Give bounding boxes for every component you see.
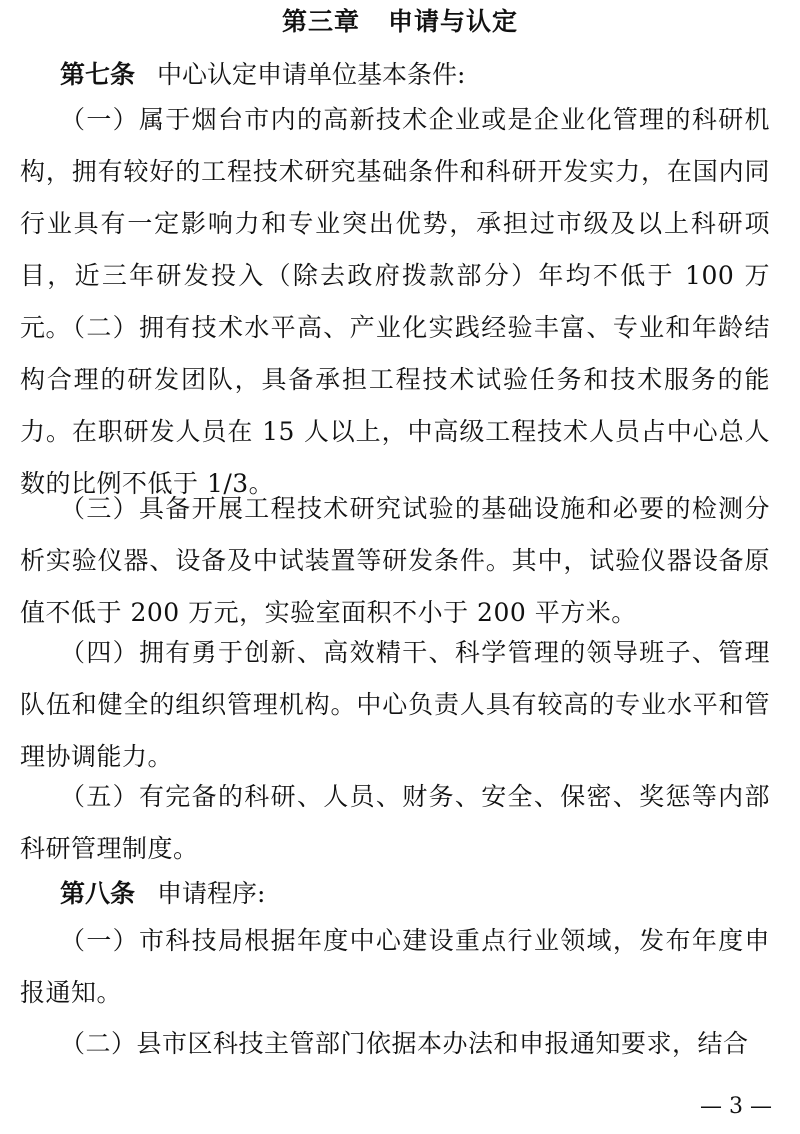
article-7-item-3: （三）具备开展工程技术研究试验的基础设施和必要的检测分析实验仪器、设备及中试装置等研发条件。其中，试验仪器设备原值不低于 200 万元，实验室面积不小于 200 平方米。 [20, 494, 770, 627]
chapter-number: 第三章 [281, 7, 360, 36]
article-7-heading [60, 57, 465, 93]
article-8-title: 申请程序: [157, 879, 266, 908]
article-8-item-1: （一）市科技局根据年度中心建设重点行业领域，发布年度申报通知。 [20, 926, 770, 1007]
article-7-item-4: （四）拥有勇于创新、高效精干、科学管理的领导班子、管理队伍和健全的组织管理机构。中心负责人具有较高的专业水平和管理协调能力。 [20, 638, 770, 771]
chapter-subtitle: 申请与认定 [388, 7, 519, 36]
article-7-item-2: （二）拥有技术水平高、产业化实践经验丰富、专业和年龄结构合理的研发团队，具备承担工程技术试验任务和技术服务的能力。在职研发人员在 15 人以上，中高级工程技术人员占中心总人数的比例不低于 1/3。 [20, 313, 770, 498]
page-number: — 3 — [700, 1094, 772, 1119]
article-8-item-2: （二）县市区科技主管部门依据本办法和申报通知要求，结合 [60, 1029, 749, 1058]
chapter-title [0, 4, 800, 40]
article-7-item-5: （五）有完备的科研、人员、财务、安全、保密、奖惩等内部科研管理制度。 [20, 782, 770, 863]
article-8-heading [60, 876, 265, 912]
article-8-number: 第八条 [60, 879, 136, 908]
article-7-number: 第七条 [60, 60, 136, 89]
article-7-title: 中心认定申请单位基本条件: [157, 60, 466, 89]
article-7-item-1: （一）属于烟台市内的高新技术企业或是企业化管理的科研机构，拥有较好的工程技术研究基础条件和科研开发实力，在国内同行业具有一定影响力和专业突出优势，承担过市级及以上科研项目，近三年研发投入（除去政府拨款部分）年均不低于 100 万元。 [20, 105, 770, 342]
